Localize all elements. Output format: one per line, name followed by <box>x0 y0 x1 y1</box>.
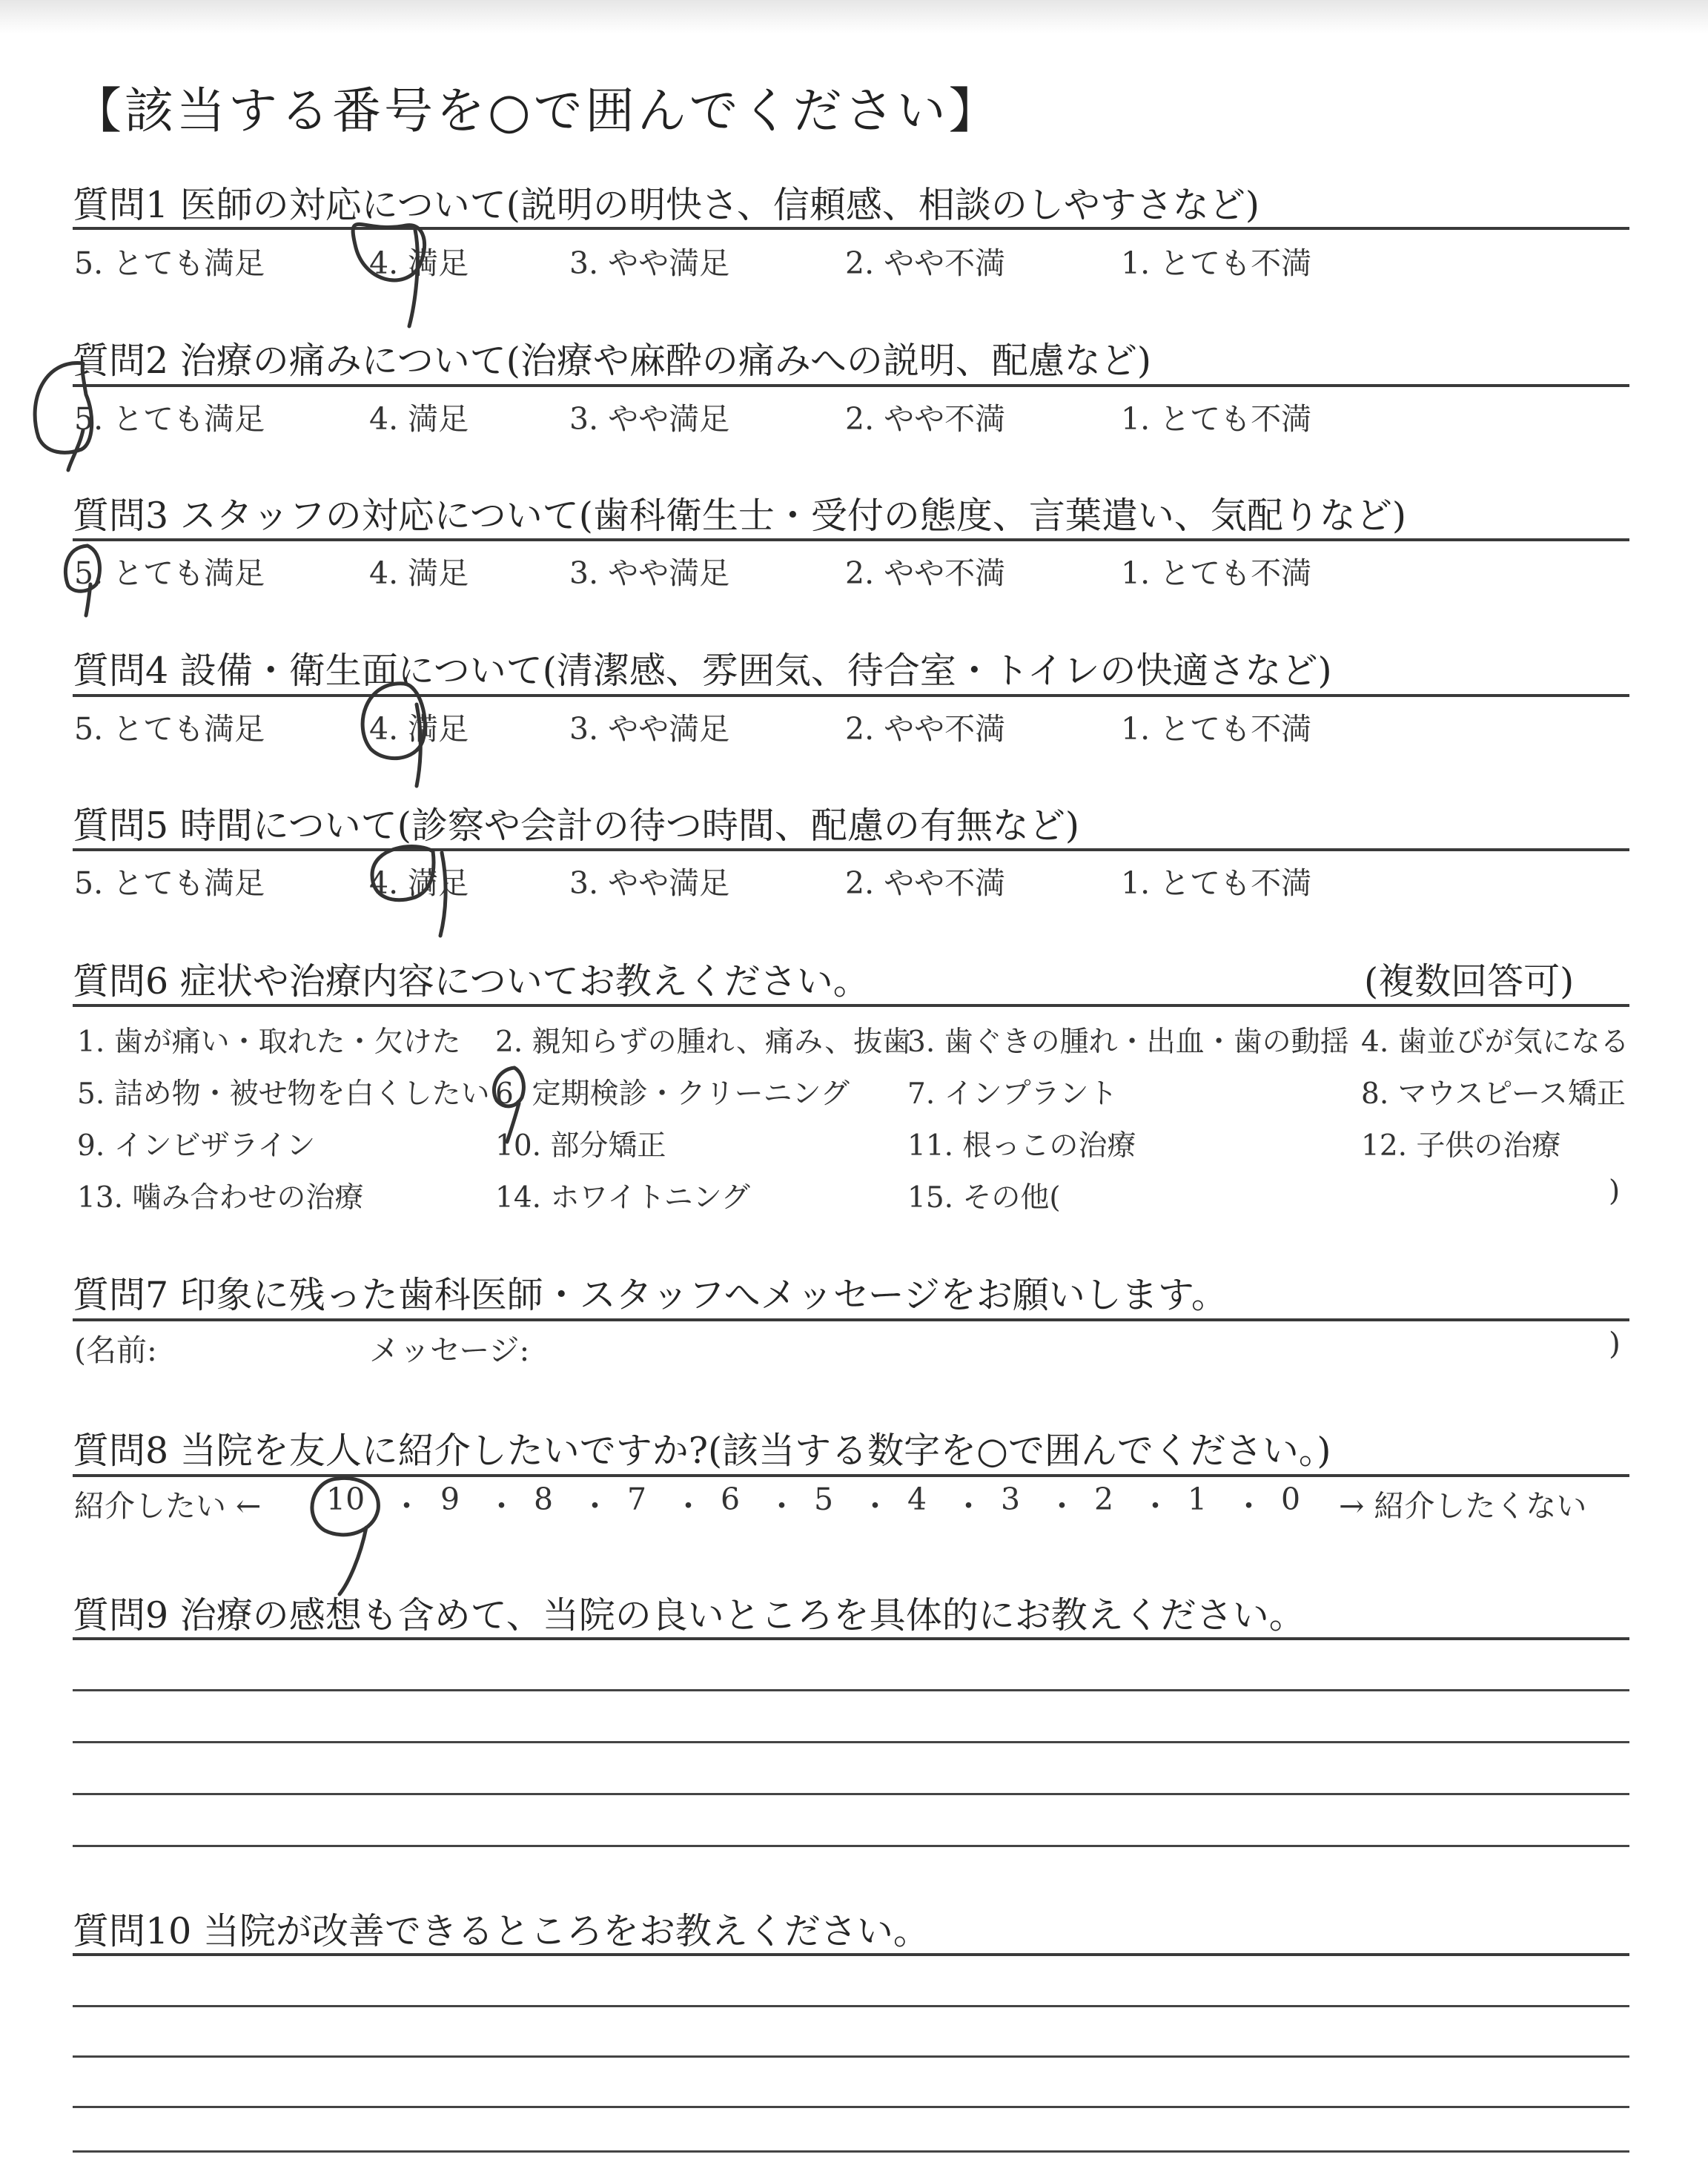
q8-sep: ・ <box>391 1488 422 1524</box>
q6-option-2[interactable]: 2. 親知らずの腫れ、痛み、抜歯 <box>495 1025 912 1059</box>
q6-option-3[interactable]: 3. 歯ぐきの腫れ・出血・歯の動揺 <box>907 1025 1349 1059</box>
q8-right-label: → 紹介したくない <box>1339 1488 1587 1524</box>
q1-option-3[interactable]: 3. やや満足 <box>569 245 730 281</box>
q8-sep: ・ <box>953 1488 984 1524</box>
q5-option-1[interactable]: 1. とても不満 <box>1121 865 1312 901</box>
q8-number-7[interactable]: 7 <box>627 1482 647 1517</box>
q8-number-4[interactable]: 4 <box>907 1482 927 1517</box>
q7-text: 質問7 印象に残った歯科医師・スタッフへメッセージをお願いします。 <box>73 1274 1228 1316</box>
q1-option-1[interactable]: 1. とても不満 <box>1121 245 1312 281</box>
q8-sep: ・ <box>767 1488 797 1524</box>
q8-number-6[interactable]: 6 <box>721 1482 741 1517</box>
q2-text: 質問2 治療の痛みについて(治療や麻酔の痛みへの説明、配慮など) <box>73 340 1152 382</box>
q10-rule <box>73 1953 1629 1956</box>
q8-sep: ・ <box>1047 1488 1077 1524</box>
q1-option-4[interactable]: 4. 満足 <box>369 245 469 281</box>
q10-writing-line[interactable] <box>73 2005 1629 2007</box>
q10-writing-line[interactable] <box>73 2055 1629 2058</box>
q6-option-1[interactable]: 1. 歯が痛い・取れた・欠けた <box>77 1025 461 1059</box>
q8-number-10[interactable]: 10 <box>326 1482 365 1517</box>
q4-rule <box>73 694 1629 697</box>
q8-sep: ・ <box>1234 1488 1264 1524</box>
q8-sep: ・ <box>1140 1488 1171 1524</box>
q6-option-10[interactable]: 10. 部分矯正 <box>495 1129 666 1163</box>
q3-option-1[interactable]: 1. とても不満 <box>1121 555 1312 591</box>
q1-rule <box>73 227 1629 230</box>
q6-option-8[interactable]: 8. マウスピース矯正 <box>1361 1077 1626 1111</box>
q2-option-3[interactable]: 3. やや満足 <box>569 401 730 437</box>
q8-rule <box>73 1474 1629 1477</box>
q8-left-label: 紹介したい ← <box>74 1488 262 1524</box>
q7-name-field[interactable] <box>245 1324 356 1364</box>
q9-writing-line[interactable] <box>73 1741 1629 1743</box>
q8-number-3[interactable]: 3 <box>1001 1482 1021 1517</box>
q5-option-5[interactable]: 5. とても満足 <box>74 865 265 901</box>
q6-option-14[interactable]: 14. ホワイトニング <box>495 1181 750 1215</box>
q10-text: 質問10 当院が改善できるところをお教えください。 <box>73 1910 930 1952</box>
q3-option-5[interactable]: 5. とても満足 <box>74 555 265 591</box>
q6-option-11[interactable]: 11. 根っこの治療 <box>907 1129 1136 1163</box>
q6-option-4[interactable]: 4. 歯並びが気になる <box>1361 1025 1629 1059</box>
q6-note: (複数回答可) <box>1364 960 1575 1003</box>
q9-writing-line[interactable] <box>73 1845 1629 1847</box>
q7-message-label: メッセージ: <box>369 1332 530 1368</box>
q1-option-2[interactable]: 2. やや不満 <box>845 245 1006 281</box>
q9-writing-line[interactable] <box>73 1689 1629 1691</box>
q2-option-4[interactable]: 4. 満足 <box>369 401 469 437</box>
q8-number-5[interactable]: 5 <box>814 1482 834 1517</box>
q8-number-0[interactable]: 0 <box>1281 1482 1301 1517</box>
q6-option-15[interactable]: 15. その他( <box>907 1181 1061 1215</box>
q2-option-5[interactable]: 5. とても満足 <box>74 401 265 437</box>
q6-text: 質問6 症状や治療内容についてお教えください。 <box>73 960 870 1003</box>
q1-option-5[interactable]: 5. とても満足 <box>74 245 265 281</box>
q3-option-4[interactable]: 4. 満足 <box>369 555 469 591</box>
q8-sep: ・ <box>486 1488 517 1524</box>
q3-text: 質問3 スタッフの対応について(歯科衛生士・受付の態度、言葉遣い、気配りなど) <box>73 495 1407 537</box>
q10-writing-line[interactable] <box>73 2150 1629 2153</box>
q6-rule <box>73 1004 1629 1007</box>
q7-close-paren: ) <box>1609 1326 1621 1361</box>
q6-option-12[interactable]: 12. 子供の治療 <box>1361 1129 1561 1163</box>
q6-option-15-close: ) <box>1609 1175 1621 1208</box>
q5-option-4[interactable]: 4. 満足 <box>369 865 469 901</box>
q4-option-2[interactable]: 2. やや不満 <box>845 711 1006 747</box>
q5-text: 質問5 時間について(診察や会計の待つ時間、配慮の有無など) <box>73 805 1080 847</box>
q6-option-9[interactable]: 9. インビザライン <box>77 1129 316 1163</box>
q8-number-9[interactable]: 9 <box>440 1482 460 1517</box>
q8-number-2[interactable]: 2 <box>1094 1482 1114 1517</box>
q1-text: 質問1 医師の対応について(説明の明快さ、信頼感、相談のしやすさなど) <box>73 184 1260 226</box>
q4-text: 質問4 設備・衛生面について(清潔感、雰囲気、待合室・トイレの快適さなど) <box>73 650 1332 692</box>
q8-number-1[interactable]: 1 <box>1188 1482 1208 1517</box>
q8-sep: ・ <box>673 1488 704 1524</box>
q8-text: 質問8 当院を友人に紹介したいですか?(該当する数字を○で囲んでください。) <box>73 1430 1331 1472</box>
q4-option-1[interactable]: 1. とても不満 <box>1121 711 1312 747</box>
q4-option-3[interactable]: 3. やや満足 <box>569 711 730 747</box>
q6-option-6[interactable]: 6. 定期検診・クリーニング <box>495 1077 850 1111</box>
q6-option-7[interactable]: 7. インプラント <box>907 1077 1118 1111</box>
q2-option-1[interactable]: 1. とても不満 <box>1121 401 1312 437</box>
q5-rule <box>73 848 1629 851</box>
q5-option-2[interactable]: 2. やや不満 <box>845 865 1006 901</box>
q7-message-field[interactable] <box>563 1324 1586 1364</box>
q7-rule <box>73 1318 1629 1321</box>
q5-option-3[interactable]: 3. やや満足 <box>569 865 730 901</box>
page-title: 【該当する番号を○で囲んでください】 <box>73 82 1001 139</box>
q3-rule <box>73 538 1629 541</box>
q8-sep: ・ <box>580 1488 610 1524</box>
q9-rule <box>73 1637 1629 1640</box>
q2-rule <box>73 384 1629 387</box>
q10-writing-line[interactable] <box>73 2106 1629 2108</box>
q9-text: 質問9 治療の感想も含めて、当院の良いところを具体的にお教えください。 <box>73 1594 1305 1636</box>
q2-option-2[interactable]: 2. やや不満 <box>845 401 1006 437</box>
q6-option-5[interactable]: 5. 詰め物・被せ物を白くしたい <box>77 1077 490 1111</box>
q4-option-5[interactable]: 5. とても満足 <box>74 711 265 747</box>
q8-number-8[interactable]: 8 <box>534 1482 554 1517</box>
q6-option-13[interactable]: 13. 噛み合わせの治療 <box>77 1181 364 1215</box>
q9-writing-line[interactable] <box>73 1793 1629 1795</box>
scan-top-edge <box>0 0 1708 34</box>
q8-sep: ・ <box>860 1488 890 1524</box>
q3-option-3[interactable]: 3. やや満足 <box>569 555 730 591</box>
q7-name-label: (名前: <box>74 1332 157 1368</box>
q4-option-4[interactable]: 4. 満足 <box>369 711 469 747</box>
q3-option-2[interactable]: 2. やや不満 <box>845 555 1006 591</box>
